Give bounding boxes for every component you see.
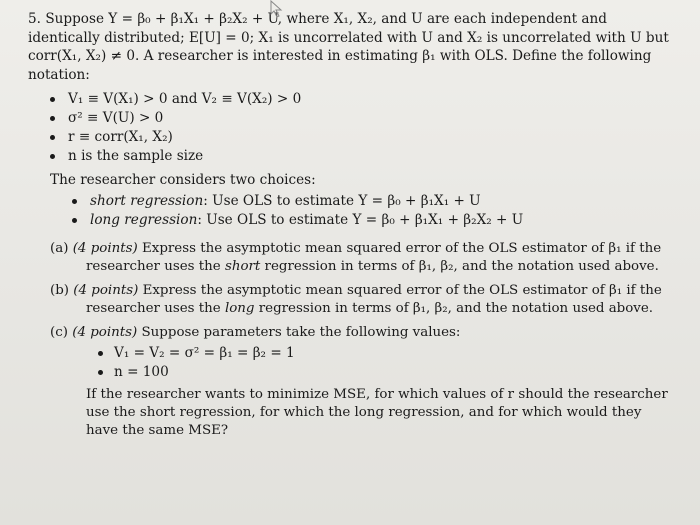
part-c-question: If the researcher wants to minimize MSE, for which values of r should the researcher use the short regression, for which the long regression, and for which would they have the same MSE? [86, 387, 668, 438]
part-label: (c) [50, 325, 68, 340]
part-label: (a) [50, 241, 69, 256]
choice-name: long regression [90, 212, 198, 228]
part-emphasis: long [224, 301, 255, 316]
notation-list [28, 90, 670, 166]
parameter-item: n = 100 [114, 363, 670, 382]
choices-intro: The researcher considers two choices: [50, 172, 316, 188]
part-points: (4 points) [73, 283, 139, 298]
part-points: (4 points) [72, 325, 138, 340]
part-text: Express the asymptotic mean squared error of the OLS estimator of β₁ if the researcher uses the [86, 241, 662, 274]
choice-short [90, 192, 670, 211]
part-b [50, 282, 670, 318]
notation-item: V₁ ≡ V(X₁) > 0 and V₂ ≡ V(X₂) > 0 [68, 90, 670, 109]
choice-text: : Use OLS to estimate Y = β₀ + β₁X₁ + U [203, 193, 481, 209]
problem-text: Suppose Y = β₀ + β₁X₁ + β₂X₂ + U, where X₁, X₂, and U are each independent and identically distributed; E[U] = 0; X₁ is uncorrelated with U and X₂ is uncorrelated with U but corr(X₁, X₂) ≠ 0. A researcher is interested in estimating β₁ with OLS. Define the following notation: [28, 11, 669, 83]
part-emphasis: short [224, 259, 261, 274]
part-points: (4 points) [72, 241, 138, 256]
choice-text: : Use OLS to estimate Y = β₀ + β₁X₁ + β₂X₂ + U [197, 212, 524, 228]
part-c [50, 324, 670, 440]
part-a [50, 240, 670, 276]
problem-number: 5. [28, 11, 41, 27]
question-parts [50, 240, 670, 440]
mouse-cursor-icon [270, 0, 284, 18]
part-text: Express the asymptotic mean squared error of the OLS estimator of β₁ if the researcher uses the [86, 283, 662, 316]
choice-name: short regression [90, 193, 204, 209]
notation-item: n is the sample size [68, 147, 670, 166]
notation-item: σ² ≡ V(U) > 0 [68, 109, 670, 128]
notation-item: r ≡ corr(X₁, X₂) [68, 128, 670, 147]
part-text: regression in terms of β₁, β₂, and the notation used above. [260, 259, 659, 274]
parameter-item: V₁ = V₂ = σ² = β₁ = β₂ = 1 [114, 344, 670, 363]
choices-list [28, 192, 670, 230]
parameter-values [50, 344, 670, 382]
part-label: (b) [50, 283, 70, 298]
choice-long [90, 211, 670, 230]
part-text: regression in terms of β₁, β₂, and the notation used above. [254, 301, 654, 316]
problem-statement [28, 10, 670, 84]
part-text: Suppose parameters take the following values: [137, 325, 461, 340]
